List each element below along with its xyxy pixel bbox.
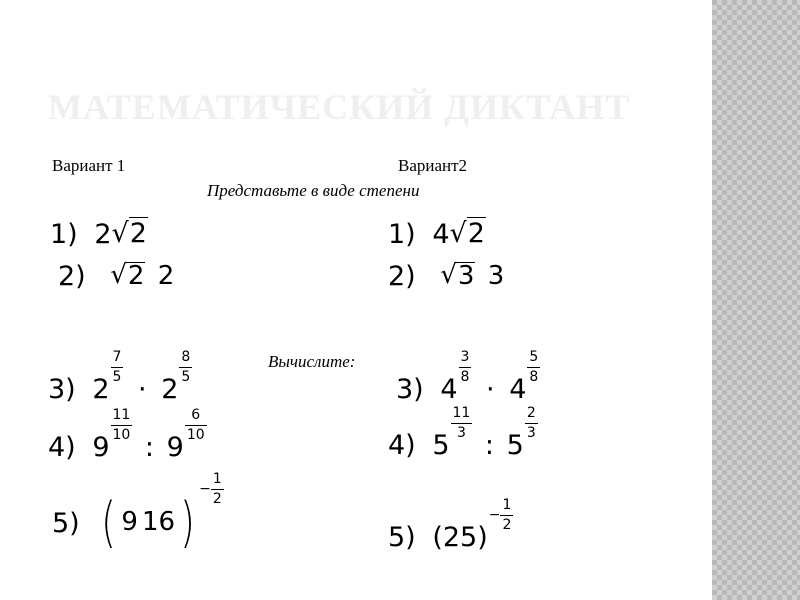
variant1-label: Вариант 1 xyxy=(52,156,126,175)
exponent: − $\frac{1}{2}$ xyxy=(488,497,512,533)
exponent: $\frac{3}{8}$ xyxy=(460,349,470,385)
denominator: 3 xyxy=(487,261,505,291)
v1-task-5 xyxy=(52,470,224,554)
left-parenthesis-icon: ( xyxy=(101,491,117,554)
coefficient: 2 xyxy=(94,219,112,250)
v1-task-1 xyxy=(50,220,148,249)
base: 4 xyxy=(509,373,527,405)
radicand: 2 xyxy=(467,218,485,250)
radical-sign-icon: √ xyxy=(110,260,127,291)
radical-sign-icon: √ xyxy=(111,218,129,250)
base: 9 xyxy=(166,431,184,463)
exponent: $\frac{2}{3}$ xyxy=(526,405,536,441)
fraction xyxy=(438,262,506,290)
exponent: $\frac{6}{10}$ xyxy=(186,407,205,443)
task-number: 1) xyxy=(50,219,78,250)
operator: · xyxy=(486,373,495,405)
right-parenthesis-icon: ) xyxy=(180,491,195,554)
v1-task-4 xyxy=(48,407,207,464)
decorative-side-stripe xyxy=(712,0,800,600)
square-root xyxy=(450,220,486,248)
v1-task-3 xyxy=(48,349,192,406)
exponent: $\frac{8}{5}$ xyxy=(181,349,191,385)
coefficient: 4 xyxy=(432,219,450,250)
square-root xyxy=(110,262,145,290)
exponent: $\frac{11}{3}$ xyxy=(452,405,471,441)
task-number: 2) xyxy=(58,261,86,292)
v1-task-2 xyxy=(58,262,176,291)
task-number: 3) xyxy=(48,373,76,405)
section-heading-compute: Вычислите: xyxy=(268,352,356,371)
task-number: 5) xyxy=(388,521,416,553)
radicand: 3 xyxy=(457,261,475,292)
task-number: 3) xyxy=(396,373,424,405)
radical-sign-icon: √ xyxy=(449,218,467,250)
base: 2 xyxy=(161,373,179,405)
v2-task-5 xyxy=(388,497,513,554)
v2-task-4 xyxy=(388,405,538,462)
denominator: 2 xyxy=(157,261,175,291)
base: (25) xyxy=(432,521,488,553)
base: 5 xyxy=(506,429,524,461)
square-root xyxy=(440,262,475,290)
radicand: 2 xyxy=(129,218,147,250)
task-number: 2) xyxy=(388,261,416,292)
operator: · xyxy=(138,373,147,405)
base: 5 xyxy=(432,429,450,461)
radical-sign-icon: √ xyxy=(440,260,457,291)
square-root xyxy=(112,220,148,248)
fraction xyxy=(108,262,176,290)
fraction: 9 16 xyxy=(121,507,176,538)
exponent: $\frac{7}{5}$ xyxy=(112,349,122,385)
variant2-label: Вариант2 xyxy=(398,156,468,175)
exponent: − $\frac{1}{2}$ xyxy=(199,470,222,507)
exponent: $\frac{5}{8}$ xyxy=(529,349,539,385)
operator: : xyxy=(144,431,155,463)
base: 9 xyxy=(92,431,110,463)
base: 2 xyxy=(92,373,110,405)
v2-task-1 xyxy=(388,220,486,249)
task-number: 4) xyxy=(48,431,76,463)
radicand: 2 xyxy=(127,261,145,292)
task-number: 1) xyxy=(388,219,416,250)
task-number: 4) xyxy=(388,429,416,461)
v2-task-3 xyxy=(396,349,540,406)
operator: : xyxy=(484,429,495,461)
v2-task-2 xyxy=(388,262,506,291)
section-heading-powers: Представьте в виде степени xyxy=(207,181,420,200)
exponent: $\frac{11}{10}$ xyxy=(112,407,131,443)
slide-title: МАТЕМАТИЧЕСКИЙ ДИКТАНТ xyxy=(48,87,631,127)
base: 4 xyxy=(440,373,458,405)
task-number: 5) xyxy=(52,507,80,539)
